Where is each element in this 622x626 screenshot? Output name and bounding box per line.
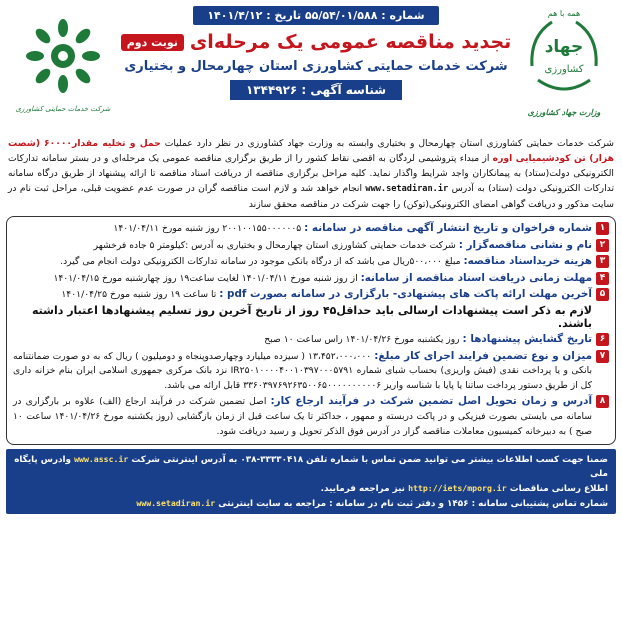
- letter-number-date: شماره : ۵۵/۵۴/۰۱/۵۸۸ تاریخ : ۱۴۰۱/۴/۱۲: [193, 6, 438, 25]
- header-center: [116, 4, 516, 100]
- setad-link[interactable]: www.setadiran.ir: [365, 184, 449, 194]
- svg-text:همه با هم: همه با هم: [547, 9, 581, 18]
- list-item: ۸ آدرس و زمان تحویل اصل تضمین شرکت در فرآیند ارجاع کار: اصل تضمین شرکت در فرآیند ارجاع (الف) علاوه بر بارگزاری در سامانه می بایستی بصورت فیزیکی و در پاکت دربسته و ممهور ، حداکثر تا یک ساعت قبل از زمان بازگشایی (روز یکشنبه مورخ ۱۴۰۱/۰۴/۲۶ ساعت ۱۰ صبح ) به دبیرخانه کمیسیون معاملات مناقصه گزار در آدرس فوق الذکر تحویل و رسید دریافت شود.: [13, 394, 609, 439]
- list-item: ۷ میزان و نوع تضمین فرایند اجرای کار مبلغ: ۱۳،۴۵۲،۰۰۰،۰۰۰ ( سیزده میلیارد وچهارصدوپنجاه و دومیلیون ) ریال که به دو صورت ضمانتنامه بانکی و یا پرداخت نقدی (فیش واریزی) بحساب شبای شماره IR۲۵۰۱۰۰۰۰۴۰۰۱۰۳۹۷۰۰۰۵۷۹۱ نزد بانک مرکزی جمهوری اسلامی ایران بنام خزانه داری کل از طریق دستور پرداخت ساتنا یا پایا با شناسه واریز ۳۳۶۰۳۹۷۶۹۲۶۳۵۰۰۶۵۰۰۰۰۰۰۰۰۰۰۶ قابل ارائه می باشد.: [13, 349, 609, 394]
- contact-footer: ضمنا جهت کسب اطلاعات بیشتر می توانید ضمن تماس با شماره تلفن ۳۳۳۳۰۴۱۸-۰۳۸ به آدرس اینترنتی شرکت www.assc.ir وادرس پایگاه ملی اطلاع رسانی مناقصات http://iets/mporg.ir نیز مراجعه فرمایید. شماره تماس پشتیبانی سامانه : ۱۴۵۶ و دفتر ثبت نام در سامانه : مراجعه به سایت اینترنتی www.setadiran.ir: [6, 449, 616, 514]
- notice-header: [6, 4, 616, 134]
- list-item: ۶ تاریخ گشایش پیشنهادها : روز یکشنبه مورخ ۱۴۰۱/۰۴/۲۶ راس ساعت ۱۰ صبح: [13, 332, 609, 348]
- wheat-emblem-icon: [522, 6, 606, 104]
- setad-footer-link[interactable]: www.setadiran.ir: [136, 498, 216, 509]
- leaf-wheel-emblem-icon: [24, 16, 102, 100]
- iets-link[interactable]: http://iets/mporg.ir: [408, 483, 507, 494]
- assc-link[interactable]: www.assc.ir: [74, 454, 129, 465]
- list-item: ۳ هزینه خریداسناد مناقصه: مبلغ ۵۰۰،۰۰۰ریال می باشد که از درگاه بانکی موجود در سامانه تدارکات الکترونیکی دولت انجام می گیرد.: [13, 254, 609, 270]
- title-row: [116, 31, 516, 53]
- company-logo-caption: شرکت خدمات حمایتی کشاورزی: [15, 105, 111, 113]
- list-item: ۲ نام و نشانی مناقصه‌گزار : شرکت خدمات حمایتی کشاورزی استان چهارمحال و بختیاری به آدرس :کیلومتر ۵ جاده فرخشهر: [13, 238, 609, 254]
- company-name: شرکت خدمات حمایتی کشاورزی استان چهارمحال و بختیاری: [124, 59, 508, 74]
- list-item: ۱ شماره فراخوان و تاریخ انتشار آگهی مناقصه در سامانه : ۲۰۰۱۰۰۱۵۵۰۰۰۰۰۰۵ روز شنبه مورخ ۱۴۰۱/۰۴/۱۱: [13, 221, 609, 237]
- svg-text:کشاورزی: کشاورزی: [544, 64, 584, 75]
- notice-title: تجدید مناقصه عمومی یک مرحله‌ای: [189, 31, 512, 53]
- list-item: ۵ آخرین مهلت ارائه پاکت های پیشنهادی- بارگزاری در سامانه بصورت pdf : تا ساعت ۱۹ روز شنبه مورخ ۱۴۰۱/۰۴/۲۵: [13, 287, 609, 303]
- company-logo: [14, 16, 112, 126]
- intro-paragraph: شرکت خدمات حمایتی کشاورزی استان چهارمحال و بختیاری وابسته به وزارت جهاد کشاورزی در نظر دارد عملیات حمل و تخلیه مقدار۶۰۰۰۰ (شصت هزار) تن کودشیمیایی اوره از مبداء پتروشیمی لردگان به اقصی نقاط کشور را از طریق برگزاری مناقصه عمومی یک مرحله‌ای و در بستر سامانه تدارکات الکترونیکی دولت(ستاد) به پیمانکاران واجد شرایط واگذار نماید. کلیه مراحل برگزاری مناقصه از دریافت اسناد مناقصه تا ارائه پیشنهاد از طریق درگاه سامانه تدارکات الکترونیکی دولت (ستاد) به آدرس www.setadiran.ir انجام خواهد شد و لازم است مناقصه گران در صورت عدم عضویت قبلی، مراحل ثبت نام در سایت مذکور و دریافت گواهی امضای الکترونیکی(توکن) را جهت شرکت در مناقصه محقق سازند: [8, 138, 615, 210]
- round-badge: نوبت دوم: [121, 34, 184, 51]
- list-item: ۴ مهلت زمانی دریافت اسناد مناقصه از سامانه: از روز شنبه مورخ ۱۴۰۱/۰۴/۱۱ لغایت ساعت۱۹ روز چهارشنبه مورخ ۱۴۰۱/۰۴/۱۵: [13, 271, 609, 287]
- details-box: [6, 216, 616, 445]
- notice-id: شناسه آگهی : ۱۳۴۴۹۲۶: [230, 80, 402, 100]
- jahad-logo-caption: وزارت جهاد کشاورزی: [527, 108, 601, 117]
- svg-text:جهاد: جهاد: [544, 37, 584, 57]
- jahad-logo: [520, 6, 608, 126]
- validity-note: لازم به ذکر است پیشنهادات ارسالی باید حداقل۴۵ روز از تاریخ آخرین روز تسلیم پیشنهادها اعتبار داشته باشند.: [32, 303, 592, 330]
